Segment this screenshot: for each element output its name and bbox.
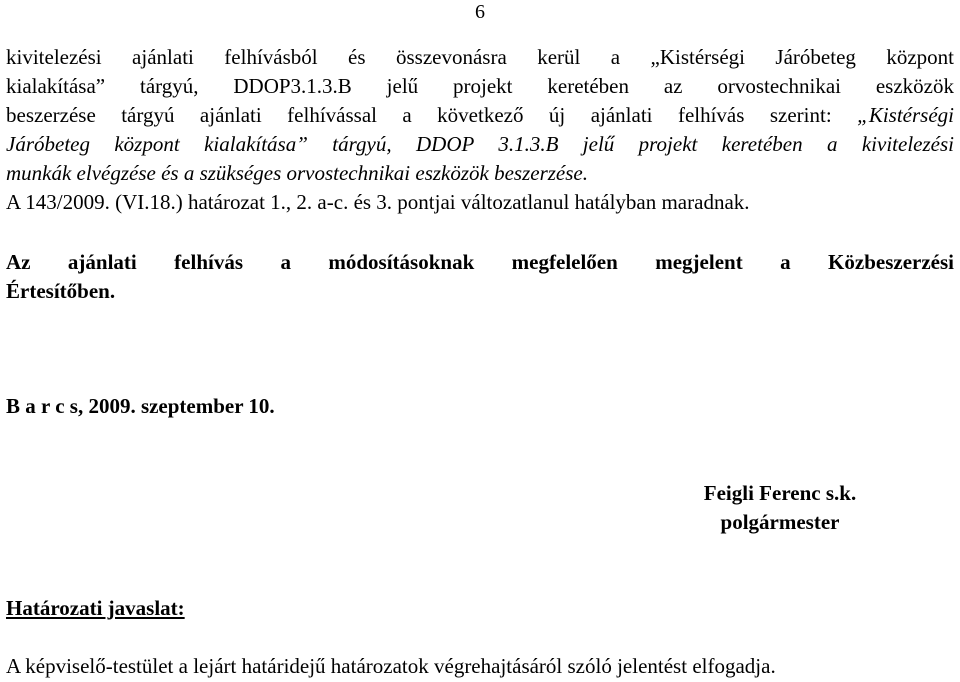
page-number: 6 bbox=[475, 1, 485, 23]
resolution-heading: Határozati javaslat: bbox=[6, 596, 185, 620]
paragraph-1-line-5: munkák elvégzése és a szükséges orvostechnikai eszközök beszerzése. bbox=[6, 161, 588, 185]
paragraph-1-line-6: A 143/2009. (VI.18.) határozat 1., 2. a-c. és 3. pontjai változatlanul hatályban maradnak. bbox=[6, 190, 750, 214]
paragraph-2-line-1: Az ajánlati felhívás a módosításoknak megfelelően megjelent a Közbeszerzési bbox=[6, 250, 954, 274]
signature-title: polgármester bbox=[720, 510, 840, 534]
resolution-text: A képviselő-testület a lejárt határidejű határozatok végrehajtásáról szóló jelentést elfogadja. bbox=[6, 654, 776, 678]
place-date: B a r c s, 2009. szeptember 10. bbox=[6, 394, 275, 418]
paragraph-1-line-3-italic: „Kistérségi bbox=[857, 103, 954, 127]
paragraph-1-line-4: Járóbeteg központ kialakítása” tárgyú, DDOP 3.1.3.B jelű projekt keretében a kivitelezési bbox=[6, 132, 954, 156]
paragraph-1-line-1: kivitelezési ajánlati felhívásból és összevonásra kerül a „Kistérségi Járóbeteg központ bbox=[6, 45, 954, 69]
signature-name: Feigli Ferenc s.k. bbox=[703, 481, 857, 505]
paragraph-1-line-2: kialakítása” tárgyú, DDOP3.1.3.B jelű projekt keretében az orvostechnikai eszközök bbox=[6, 74, 954, 98]
paragraph-2-line-2: Értesítőben. bbox=[6, 279, 116, 303]
paragraph-1-line-3 bbox=[6, 102, 954, 128]
paragraph-1-line-3-text: beszerzése tárgyú ajánlati felhívással a következő új ajánlati felhívás szerint: bbox=[6, 103, 832, 127]
